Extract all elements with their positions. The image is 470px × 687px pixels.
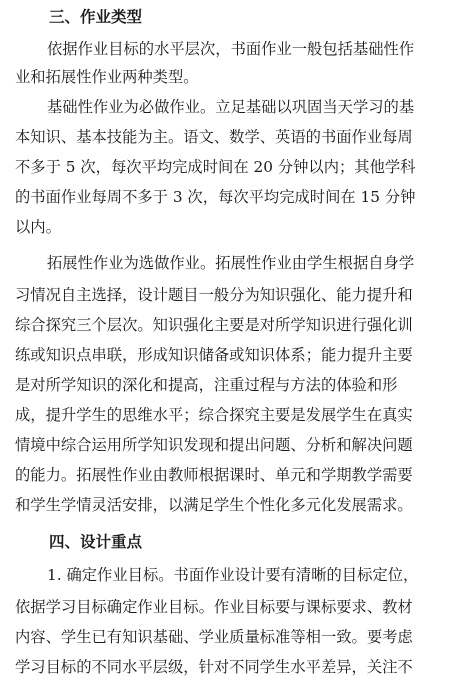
paragraph-line: 学习目标的不同水平层级，针对不同学生水平差异，关注不 [15, 658, 413, 676]
section-heading: 三、作业类型 [49, 8, 143, 26]
paragraph-line: 的能力。拓展性作业由教师根据课时、单元和学期教学需要 [15, 466, 413, 484]
paragraph-line: 基础性作业为必做作业。立足基础以巩固当天学习的基 [47, 98, 415, 116]
paragraph-line: 依据作业目标的水平层次，书面作业一般包括基础性作 [47, 40, 415, 58]
paragraph-line: 练或知识点串联，形成知识储备或知识体系；能力提升主要 [15, 346, 413, 364]
paragraph-line: 和学生学情灵活安排，以满足学生个性化多元化发展需求。 [15, 496, 413, 514]
paragraph-line: 1. 确定作业目标。书面作业设计要有清晰的目标定位， [47, 566, 419, 584]
paragraph-line: 以内。 [15, 218, 61, 236]
paragraph-line: 是对所学知识的深化和提高，注重过程与方法的体验和形 [15, 376, 398, 394]
paragraph-line: 业和拓展性作业两种类型。 [15, 68, 199, 86]
paragraph-line: 内容、学生已有知识基础、学业质量标准等相一致。要考虑 [15, 628, 413, 646]
paragraph-line: 综合探究三个层次。知识强化主要是对所学知识进行强化训 [15, 316, 413, 334]
paragraph-line: 依据学习目标确定作业目标。作业目标要与课标要求、教材 [15, 598, 413, 616]
paragraph-line: 成，提升学生的思维水平；综合探究主要是发展学生在真实 [15, 406, 413, 424]
paragraph-line: 拓展性作业为选做作业。拓展性作业由学生根据自身学 [47, 254, 415, 272]
section-heading: 四、设计重点 [49, 533, 143, 551]
paragraph-line: 的书面作业每周不多于 3 次，每次平均完成时间在 15 分钟 [15, 188, 416, 206]
paragraph-line: 本知识、基本技能为主。语文、数学、英语的书面作业每周 [15, 128, 413, 146]
paragraph-line: 习情况自主选择，设计题目一般分为知识强化、能力提升和 [15, 286, 413, 304]
paragraph-line: 不多于 5 次，每次平均完成时间在 20 分钟以内；其他学科 [15, 158, 416, 176]
paragraph-line: 情境中综合运用所学知识发现和提出问题、分析和解决问题 [15, 436, 413, 454]
